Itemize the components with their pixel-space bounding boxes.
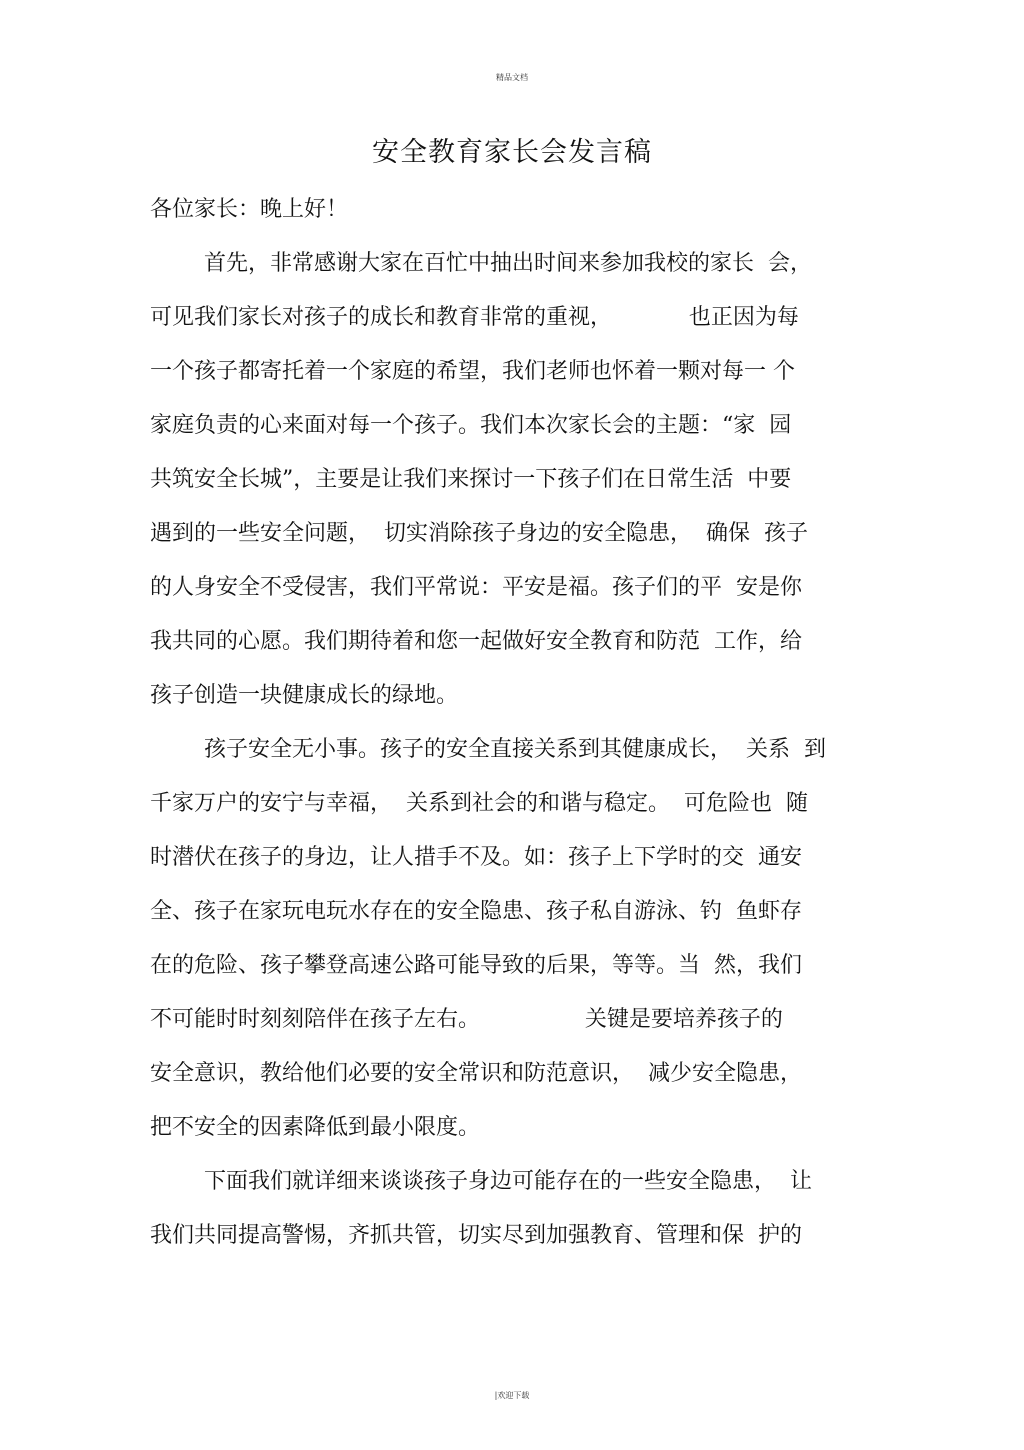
text-line: 遇到的一些安全问题， 切实消除孩子身边的安全隐患， 确保 孩子 bbox=[150, 521, 808, 546]
greeting-line: 各位家长：晚上好！ bbox=[150, 197, 349, 222]
footer-tag: |欢迎下载 bbox=[494, 1391, 530, 1400]
text-line: 时潜伏在孩子的身边，让人措手不及。如：孩子上下学时的交 通安 bbox=[150, 845, 802, 870]
text-line: 孩子创造一块健康成长的绿地。 bbox=[150, 683, 459, 708]
text-line: 在的危险、孩子攀登高速公路可能导致的后果，等等。当 然，我们 bbox=[150, 953, 802, 978]
text-line: 我共同的心愿。我们期待着和您一起做好安全教育和防范 工作，给 bbox=[150, 629, 802, 654]
paragraph-3 bbox=[150, 1160, 870, 1268]
document-title: 安全教育家长会发言稿 bbox=[372, 137, 652, 168]
paragraph-2 bbox=[150, 728, 870, 1160]
text-line: 全、孩子在家玩电玩水存在的安全隐患、孩子私自游泳、钓 鱼虾存 bbox=[150, 899, 802, 924]
text-line: 安全意识，教给他们必要的安全常识和防范意识， 减少安全隐患， bbox=[150, 1061, 802, 1086]
text-line: 共筑安全长城”，主要是让我们来探讨一下孩子们在日常生活 中要 bbox=[150, 467, 792, 492]
text-line: 把不安全的因素降低到最小限度。 bbox=[150, 1115, 481, 1140]
text-line: 的人身安全不受侵害，我们平常说：平安是福。孩子们的平 安是你 bbox=[150, 575, 802, 600]
text-line: 千家万户的安宁与幸福， 关系到社会的和谐与稳定。 可危险也 随 bbox=[150, 791, 808, 816]
text-line: 不可能时时刻刻陪伴在孩子左右。 关键是要培养孩子的 bbox=[150, 1007, 783, 1032]
text-line: 孩子安全无小事。孩子的安全直接关系到其健康成长， 关系 到 bbox=[204, 737, 826, 762]
text-line: 家庭负责的心来面对每一个孩子。我们本次家长会的主题：“家 园 bbox=[150, 413, 792, 438]
header-tag: 精品文档 bbox=[496, 73, 528, 82]
text-line: 我们共同提高警惕，齐抓共管，切实尽到加强教育、管理和保 护的 bbox=[150, 1223, 802, 1248]
document-body bbox=[150, 188, 870, 1268]
paragraph-1 bbox=[150, 242, 870, 728]
text-line: 一个孩子都寄托着一个家庭的希望，我们老师也怀着一颗对每一 个 bbox=[150, 359, 795, 384]
text-line: 首先，非常感谢大家在百忙中抽出时间来参加我校的家长 会， bbox=[204, 251, 812, 276]
text-line: 可见我们家长对孩子的成长和教育非常的重视， 也正因为每 bbox=[150, 305, 799, 330]
text-line: 下面我们就详细来谈谈孩子身边可能存在的一些安全隐患， 让 bbox=[204, 1169, 812, 1194]
